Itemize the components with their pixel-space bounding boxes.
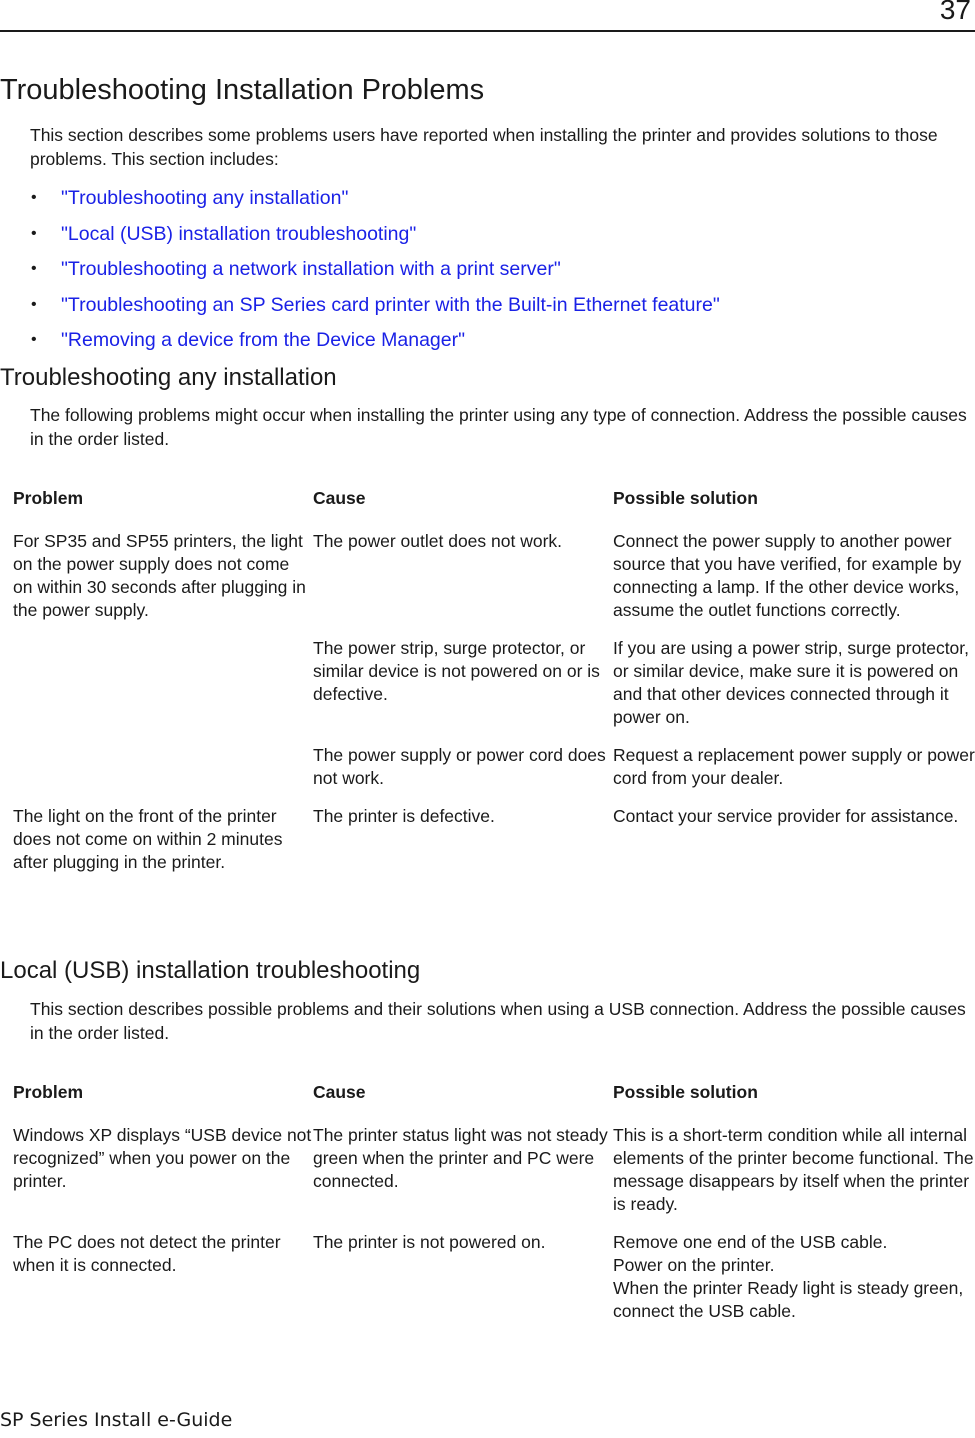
bullet-icon: • <box>31 224 37 242</box>
cause-cell: The power strip, surge protector, or similar device is not powered on or is defective. <box>313 638 600 704</box>
table-row <box>0 744 975 805</box>
toc-item <box>0 187 975 223</box>
solution-cell: Contact your service provider for assistance. <box>613 806 959 826</box>
bullet-icon: • <box>31 260 37 277</box>
col-header-cause: Cause <box>313 1082 366 1102</box>
table-row <box>0 1231 975 1338</box>
footer-doc-title: SP Series Install e-Guide <box>0 1409 233 1431</box>
col-header-cause: Cause <box>313 488 366 508</box>
table-row <box>0 1124 975 1231</box>
toc-link-any-installation[interactable]: "Troubleshooting any installation" <box>61 187 349 209</box>
problem-cell <box>0 637 313 744</box>
table-header-row <box>0 487 975 530</box>
table-row <box>0 637 975 744</box>
cause-cell: The printer is not powered on. <box>313 1232 546 1252</box>
problem-cell <box>0 744 313 805</box>
solution-cell: Remove one end of the USB cable. Power on the printer. When the printer Ready light is steady green, connect the USB cable. <box>613 1232 964 1321</box>
toc-item <box>0 258 975 294</box>
problem-cell: For SP35 and SP55 printers, the light on the power supply does not come on within 30 seconds after plugging in the power supply. <box>13 531 306 620</box>
solution-cell: Connect the power supply to another power source that you have verified, for example by connecting a lamp. If the other device works, assume the outlet functions correctly. <box>613 531 962 620</box>
section2-table <box>0 1081 975 1338</box>
toc-list <box>0 187 975 365</box>
header-rule <box>0 30 975 32</box>
toc-link-remove-device[interactable]: "Removing a device from the Device Manager" <box>61 329 466 351</box>
bullet-icon: • <box>31 189 37 206</box>
section1-heading: Troubleshooting any installation <box>0 364 337 391</box>
col-header-solution: Possible solution <box>613 488 758 508</box>
toc-item <box>0 329 975 365</box>
intro-paragraph: This section describes some problems users have reported when installing the printer and provides solutions to those problems. This section includes: <box>30 125 938 169</box>
col-header-problem: Problem <box>13 488 84 508</box>
solution-cell: This is a short-term condition while all internal elements of the printer become functional. The message disappears by itself when the printer is ready. <box>613 1125 974 1214</box>
toc-item <box>0 294 975 330</box>
toc-link-network-print-server[interactable]: "Troubleshooting a network installation with a print server" <box>61 258 561 280</box>
bullet-icon: • <box>31 331 37 348</box>
section1-table <box>0 487 975 889</box>
table-row <box>0 530 975 637</box>
section2-heading: Local (USB) installation troubleshooting <box>0 957 421 984</box>
section1-paragraph: The following problems might occur when installing the printer using any type of connection. Address the possible causes in the order listed. <box>30 405 967 449</box>
problem-cell: The PC does not detect the printer when it is connected. <box>13 1232 281 1275</box>
section2-paragraph: This section describes possible problems and their solutions when using a USB connection. Address the possible causes in the order listed. <box>30 999 966 1043</box>
col-header-solution: Possible solution <box>613 1082 758 1102</box>
problem-cell: The light on the front of the printer does not come on within 2 minutes after plugging in the printer. <box>13 806 283 872</box>
table-header-row <box>0 1081 975 1124</box>
cause-cell: The printer status light was not steady green when the printer and PC were connected. <box>313 1125 608 1191</box>
page-number: 37 <box>939 0 971 25</box>
solution-cell: Request a replacement power supply or power cord from your dealer. <box>613 745 975 788</box>
bullet-icon: • <box>31 295 37 313</box>
problem-cell: Windows XP displays “USB device not recognized” when you power on the printer. <box>13 1125 312 1191</box>
col-header-problem: Problem <box>13 1082 84 1102</box>
solution-cell: If you are using a power strip, surge protector, or similar device, make sure it is powered on and that other devices connected through it power on. <box>613 638 970 727</box>
cause-cell: The power supply or power cord does not work. <box>313 745 606 788</box>
toc-item <box>0 223 975 259</box>
toc-link-usb-installation[interactable]: "Local (USB) installation troubleshooting" <box>61 222 417 245</box>
cause-cell: The power outlet does not work. <box>313 531 563 551</box>
page-title: Troubleshooting Installation Problems <box>0 74 485 106</box>
table-row <box>0 805 975 889</box>
toc-link-built-in-ethernet[interactable]: "Troubleshooting an SP Series card printer with the Built-in Ethernet feature" <box>61 293 720 316</box>
cause-cell: The printer is defective. <box>313 806 495 826</box>
